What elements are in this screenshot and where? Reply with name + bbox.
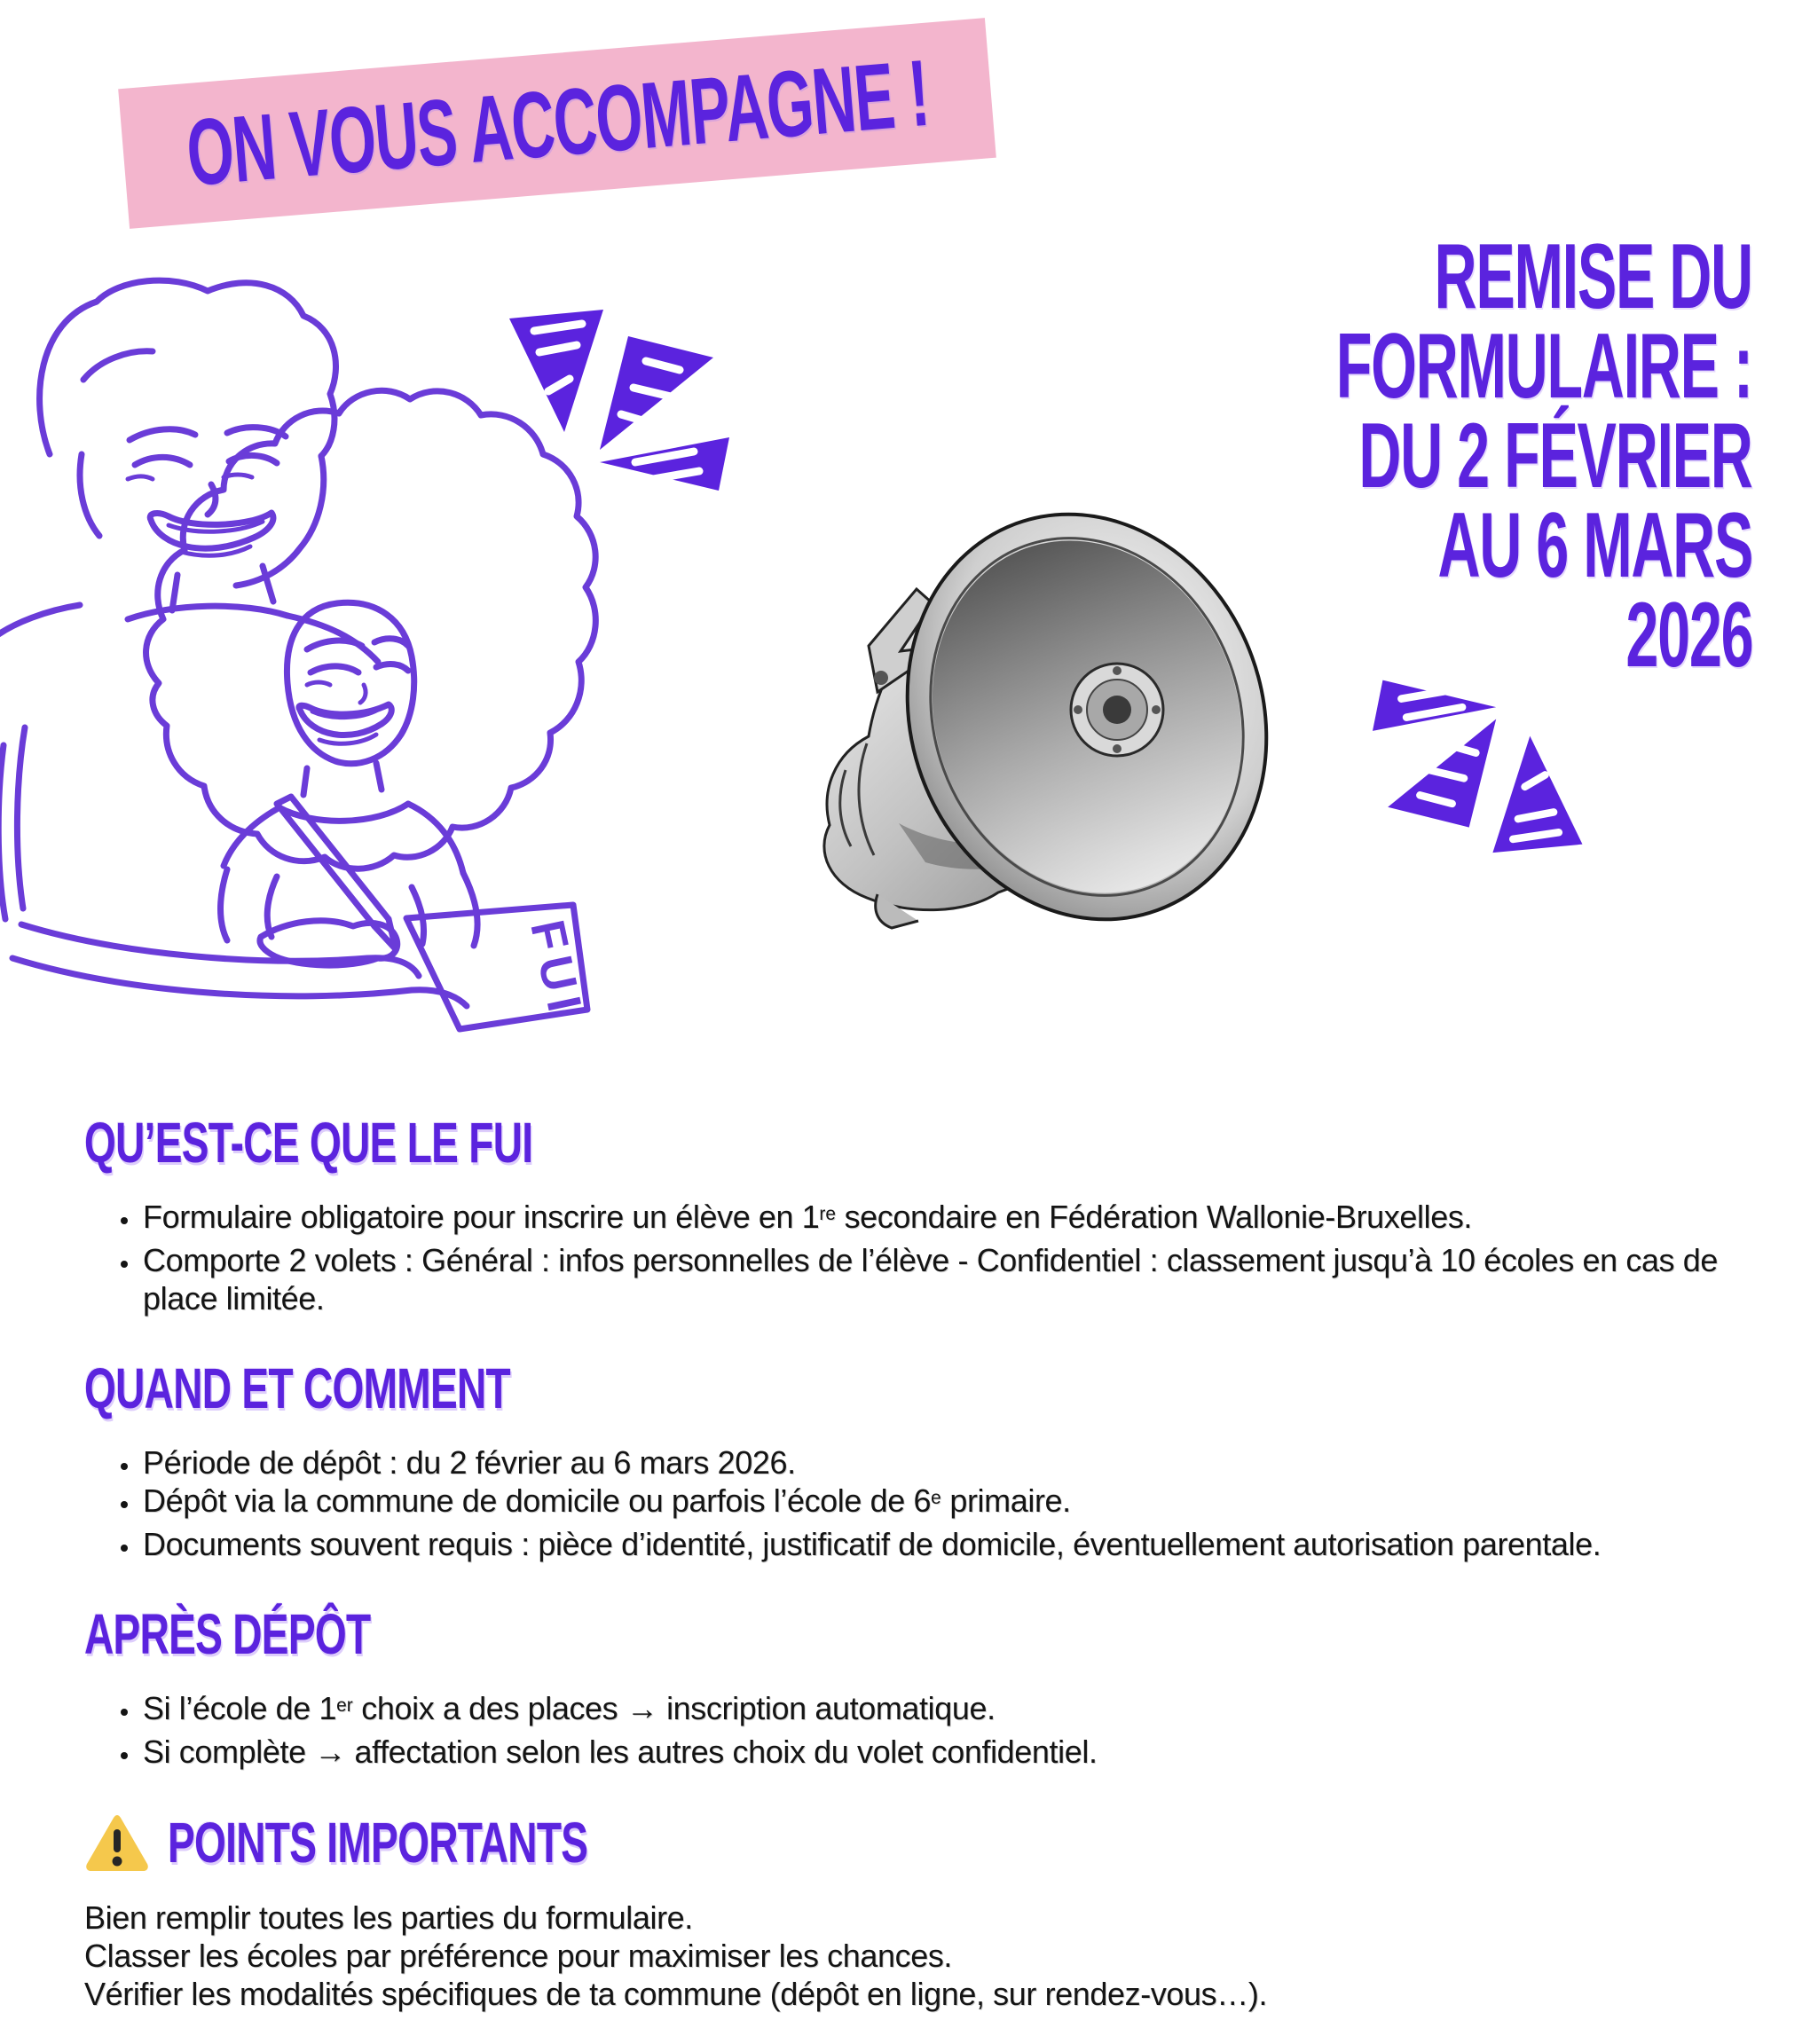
bullet-item: • Si l’école de 1er choix a des places → inscription automatique. (141, 1689, 1770, 1733)
hero-title-line: REMISE DU (1434, 225, 1752, 328)
hero-title-line: AU 6 MARS (1437, 493, 1752, 597)
section-title: APRÈS DÉPÔT (84, 1602, 371, 1666)
section-title: POINTS IMPORTANTS (84, 1813, 1770, 1872)
sections (84, 1111, 1770, 2013)
warning-icon (84, 1813, 150, 1872)
sparkle-triangles-icon (1353, 674, 1610, 856)
bullet-item: • Si complète → affectation selon les autres choix du volet confidentiel. (141, 1733, 1770, 1771)
bullet-item: • Formulaire obligatoire pour inscrire un élève en 1re secondaire en Fédération Wallonie-Bruxelles. (141, 1198, 1770, 1241)
sparkle-triangles-icon (495, 306, 735, 497)
text-block (84, 1899, 1770, 2013)
section-what-is-fui (84, 1111, 1770, 1317)
banner (118, 18, 996, 229)
hero-title-line: 2026 (1625, 583, 1752, 687)
hero-title (1102, 225, 1752, 687)
section-title: QU’EST-CE QUE LE FUI (84, 1111, 533, 1175)
bullet-item: • Dépôt via la commune de domicile ou parfois l’école de 6e primaire. (141, 1482, 1770, 1525)
paper-label: FUI (520, 916, 594, 1024)
section-title: QUAND ET COMMENT (84, 1356, 510, 1420)
banner-label: ON VOUS ACCOMPAGNE ! (182, 40, 933, 206)
bullet-list (84, 1689, 1770, 1771)
bullet-list (84, 1198, 1770, 1317)
hero-title-line: FORMULAIRE : (1336, 314, 1752, 418)
text-line: Bien remplir toutes les parties du formulaire. (84, 1899, 693, 1936)
bullet-item: • Période de dépôt : du 2 février au 6 mars 2026. (141, 1443, 1770, 1482)
section-after-submission (84, 1602, 1770, 1771)
text-line: Vérifier les modalités spécifiques de ta commune (dépôt en ligne, sur rendez-vous…). (84, 1976, 1268, 2012)
section-important-points (84, 1813, 1770, 2013)
text-line: Classer les écoles par préférence pour maximiser les chances. (84, 1938, 953, 1974)
bullet-item: • Documents souvent requis : pièce d’identité, justificatif de domicile, éventuellement autorisation parentale. (141, 1525, 1770, 1563)
section-when-and-how (84, 1356, 1770, 1563)
bullet-list (84, 1443, 1770, 1563)
bullet-item: • Comporte 2 volets : Général : infos personnelles de l’élève - Confidentiel : classement jusqu’à 10 écoles en cas de place limitée. (141, 1241, 1770, 1317)
hero-title-line: DU 2 FÉVRIER (1358, 404, 1752, 507)
